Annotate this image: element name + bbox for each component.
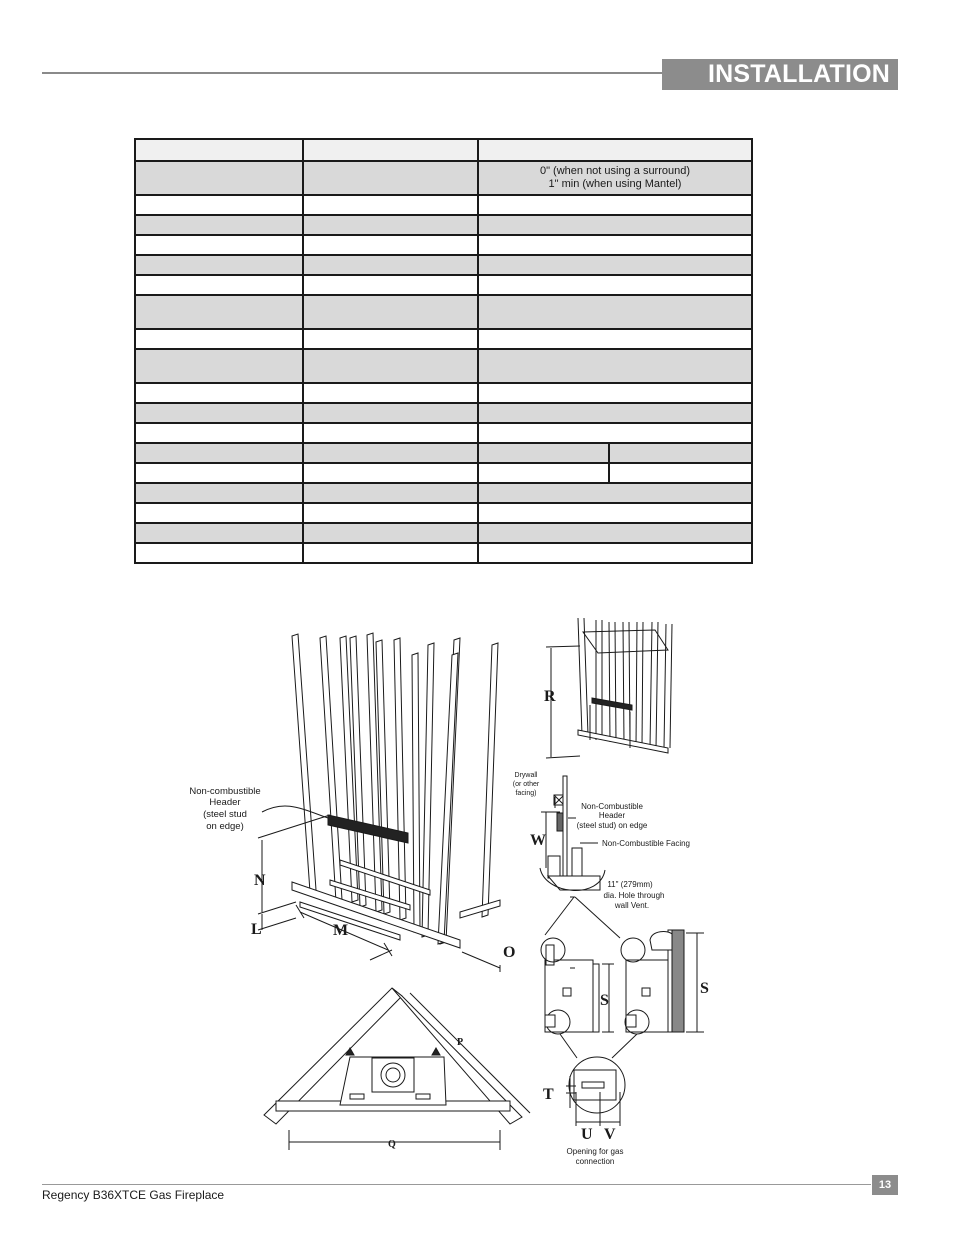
callout-header-2: Header	[209, 797, 241, 808]
callout-header-4: on edge)	[206, 821, 244, 832]
callout-nc-facing: Non-Combustible Facing	[601, 839, 691, 848]
label-O: O	[503, 944, 516, 961]
dim-O	[462, 952, 500, 972]
callout-header-1: Non-combustible	[189, 786, 261, 797]
section-title: INSTALLATION	[662, 59, 898, 90]
footer-product: Regency B36XTCE Gas Fireplace	[42, 1188, 225, 1202]
section-w	[540, 776, 605, 897]
label-L: L	[251, 921, 262, 938]
gas-opening-detail	[560, 1034, 637, 1126]
side-view-right	[621, 930, 684, 1034]
corner-plan-view	[264, 988, 522, 1124]
side-view-left	[541, 938, 599, 1034]
page-number: 13	[872, 1175, 898, 1195]
footer-rule	[42, 1184, 871, 1185]
base-plates	[292, 860, 500, 948]
label-W: W	[530, 832, 546, 849]
label-V: V	[604, 1126, 616, 1143]
table-note: 0" (when not using a surround) 1" min (when using Mantel)	[539, 165, 691, 190]
callout-hole-2: dia. Hole through	[603, 891, 665, 900]
callout-hole-3: wall Vent.	[614, 901, 650, 910]
callout-drywall-2: (or other	[512, 781, 540, 788]
callout-gas-2: connection	[575, 1157, 615, 1166]
callout-nc-header-2: Header	[598, 811, 626, 820]
header-beam	[328, 815, 408, 843]
label-U: U	[581, 1126, 593, 1143]
dim-L	[258, 914, 296, 930]
label-S-right: S	[700, 980, 709, 997]
framing-top-right	[578, 618, 672, 753]
callout-header-3: (steel stud	[203, 809, 247, 820]
callout-drywall-3: facing)	[515, 790, 537, 797]
label-M: M	[333, 922, 349, 939]
callout-hole-1: 11" (279mm)	[607, 880, 653, 889]
label-P: P	[457, 1037, 464, 1048]
label-S-left: S	[600, 992, 609, 1009]
header-leader	[262, 806, 328, 818]
callout-drywall-1: Drywall	[514, 772, 538, 779]
label-R: R	[544, 688, 556, 705]
label-Q: Q	[388, 1139, 396, 1150]
label-N: N	[254, 872, 266, 889]
callout-nc-header-1: Non-Combustible	[581, 802, 643, 811]
label-T: T	[543, 1086, 554, 1103]
callout-nc-header-3: (steel stud) on edge	[576, 821, 648, 830]
callout-gas-1: Opening for gas	[566, 1147, 624, 1156]
